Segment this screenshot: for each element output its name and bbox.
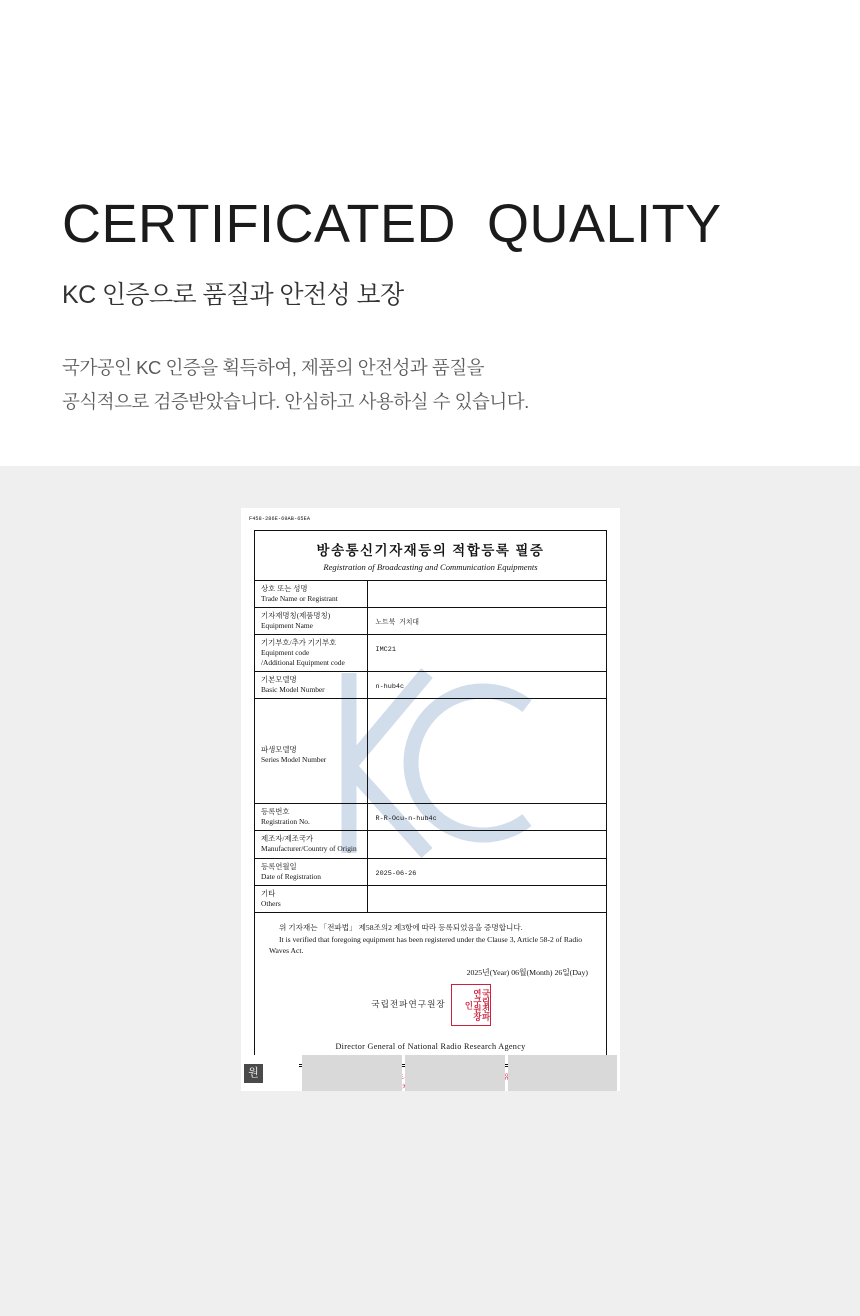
footer-cell-3 (405, 1055, 505, 1091)
row-value-trade-name (367, 581, 606, 607)
label-en: Basic Model Number (261, 684, 325, 694)
certificate-title-en: Registration of Broadcasting and Communication Equipments (323, 562, 538, 572)
row-value-others (367, 885, 606, 912)
label-en: Registration No. (261, 816, 310, 826)
table-row (255, 803, 606, 830)
issue-date: 2025년(Year) 06월(Month) 26일(Day) (466, 968, 588, 978)
official-seal-stamp: 국립전파연구원장인 (451, 984, 491, 1026)
row-value-date-of-registration: 2025-06-26 (367, 858, 606, 885)
row-label-equipment-name (255, 607, 367, 634)
description-line-2: 공식적으로 검증받았습니다. 안심하고 사용하실 수 있습니다. (62, 390, 529, 412)
verification-statement (255, 913, 606, 957)
document-footer-strip (241, 1055, 620, 1091)
row-label-date-of-registration (255, 858, 367, 885)
row-label-others (255, 885, 367, 912)
won-badge: 원 (244, 1064, 263, 1083)
table-row (255, 671, 606, 698)
verify-kr: 위 기자재는 「전파법」 제58조의2 제3항에 따라 등록되었음을 증명합니다. (279, 922, 523, 932)
certificate-table (255, 581, 606, 913)
certificate-title-kr: 방송통신기자재등의 적합등록 필증 (316, 543, 545, 558)
footer-cell-4 (508, 1055, 617, 1091)
verify-en-line-1: It is verified that foregoing equipment has been registered under the Clause 3, Article 58-2 of Radio (279, 934, 583, 944)
row-label-registration-no (255, 803, 367, 830)
label-en: Series Model Number (261, 754, 327, 764)
label-kr: 제조자/제조국가 (261, 833, 314, 843)
table-row (255, 607, 606, 634)
row-value-basic-model: n-hub4c (367, 671, 606, 698)
table-row (255, 698, 606, 803)
signature-block (255, 989, 606, 1040)
signer-name-en: Director General of National Radio Research Agency (335, 1042, 526, 1052)
label-kr: 등록번호 (261, 806, 290, 816)
label-kr: 등록연월일 (261, 861, 297, 871)
table-row (255, 830, 606, 858)
verify-en-line-2: Waves Act. (269, 946, 304, 956)
row-label-series-model (255, 698, 367, 803)
document-code: F458-286E-69AB-65EA (249, 516, 311, 522)
signer-name-kr: 국립전파연구원장 (371, 999, 446, 1010)
row-value-equipment-code: IMC21 (367, 634, 606, 671)
label-en-2: /Additional Equipment code (261, 657, 345, 667)
label-kr: 기타 (261, 888, 276, 898)
row-label-basic-model (255, 671, 367, 698)
label-kr: 상호 또는 성명 (261, 584, 308, 593)
label-en: Trade Name or Registrant (261, 593, 338, 603)
certificate-title-box (255, 531, 606, 581)
description-line-1: 국가공인 KC 인증을 획득하여, 제품의 안전성과 품질을 (62, 356, 484, 378)
page-title: CERTIFICATED QUALITY (62, 194, 722, 254)
row-value-equipment-name: 노트북 거치대 (367, 607, 606, 634)
table-row (255, 634, 606, 671)
page-description (62, 351, 860, 419)
table-row (255, 581, 606, 607)
row-label-trade-name (255, 581, 367, 607)
row-value-manufacturer (367, 830, 606, 858)
header-block (0, 0, 860, 419)
footer-cell-2 (302, 1055, 402, 1091)
row-label-equipment-code (255, 634, 367, 671)
page-subtitle: KC 인증으로 품질과 안전성 보장 (62, 280, 404, 309)
table-row (255, 885, 606, 912)
certificate-document (241, 508, 620, 1091)
label-en: Manufacturer/Country of Origin (261, 843, 357, 853)
label-en: Others (261, 898, 281, 908)
footer-cell-badge (241, 1055, 299, 1091)
label-kr: 기자재명칭(제품명칭) (261, 610, 331, 620)
row-value-series-model (367, 698, 606, 803)
label-kr: 파생모델명 (261, 744, 297, 754)
row-value-registration-no: R-R-Ocu-n-hub4c (367, 803, 606, 830)
label-en: Date of Registration (261, 871, 321, 881)
certificate-body (254, 530, 607, 1065)
row-label-manufacturer (255, 830, 367, 858)
label-en: Equipment code (261, 647, 310, 657)
label-kr: 기기부호/추가 기기부호 (261, 637, 337, 647)
label-kr: 기본모델명 (261, 674, 297, 684)
label-en: Equipment Name (261, 620, 313, 630)
table-row (255, 858, 606, 885)
